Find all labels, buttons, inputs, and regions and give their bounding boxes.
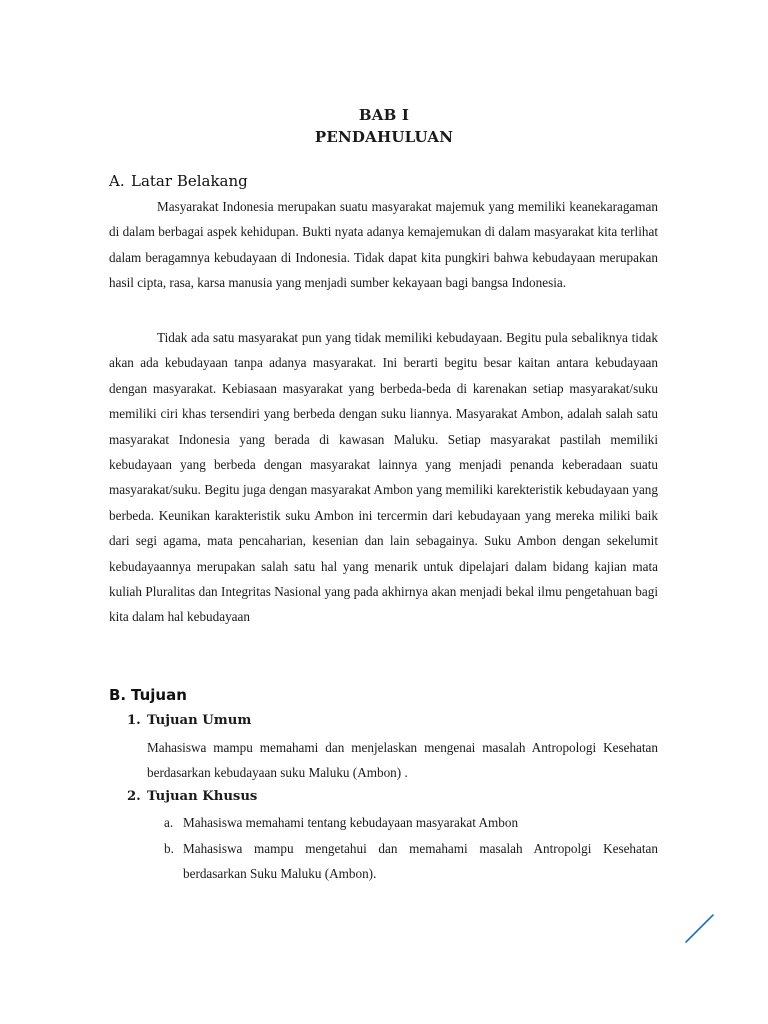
section-heading-latar-belakang [109,172,248,190]
section-heading-tujuan [109,686,187,704]
paragraph-1: Masyarakat Indonesia merupakan suatu masyarakat majemuk yang memiliki keanekaragaman di dalam berbagai aspek kehidupan. Bukti nyata adanya kemajemukan di dalam masyarakat kita terlihat dalam beragamnya kebudayaan di Indonesia. Tidak dapat kita pungkiri bahwa kebudayaan merupakan hasil cipta, rasa, karsa manusia yang menjadi sumber kekayaan bagi bangsa Indonesia. [109,199,658,291]
list-item-text: Mahasiswa mampu mengetahui dan memahami masalah Antropolgi Kesehatan berdasarkan Suku Maluku (Ambon). [183,841,658,882]
paragraph-2: Tidak ada satu masyarakat pun yang tidak memiliki kebudayaan. Begitu pula sebaliknya tidak akan ada kebudayaan tanpa adanya masyarakat. Ini berarti begitu besar kaitan antara kebudayaan dengan masyarakat. Kebiasaan masyarakat yang berbeda-beda di karenakan setiap masyarakat/suku memiliki ciri khas tersendiri yang berbeda dengan suku liannya. Masyarakat Ambon, adalah salah satu masyarakat Indonesia yang berada di kawasan Maluku. Setiap masyarakat pastilah memiliki kebudayaan yang berbeda dengan masyarakat lainnya yang menjadi penanda keberadaan suatu masyarakat/suku. Begitu juga dengan masyarakat Ambon yang memiliki karekteristik kebudayaan yang berbeda. Keunikan karakteristik suku Ambon ini tercermin dari kebudayaan yang mereka miliki baik dari segi agama, mata pencaharian, kesenian dan lain sebagainya. Suku Ambon dengan sekelumit kebudayaannya merupakan salah satu hal yang menarik untuk dipelajari dalam bidang kajian mata kuliah Pluralitas dan Integritas Nasional yang pada akhirnya akan menjadi bekal ilmu pengetahuan bagi kita dalam hal kebudayaan [109,330,658,625]
section-letter: B. [109,686,127,704]
page-curl-mark-icon [684,913,716,945]
subsection-title: Tujuan Umum [147,713,252,728]
list-item [164,836,658,887]
subsection-number: 1. [127,713,141,728]
subsection-tujuan-umum [127,713,251,728]
subsection-title: Tujuan Khusus [147,789,258,804]
section-title: Tujuan [131,686,187,704]
subsection-tujuan-khusus [127,789,257,804]
chapter-title: PENDAHULUAN [314,128,454,146]
subsection-body: Mahasiswa mampu memahami dan menjelaskan mengenai masalah Antropologi Kesehatan berdasarkan kebudayaan suku Maluku (Ambon) . [147,740,658,781]
list-marker: a. [164,815,174,830]
chapter-number: BAB I [358,106,410,124]
subsection-number: 2. [127,789,141,804]
section-title: Latar Belakang [131,172,248,190]
list-item-text: Mahasiswa memahami tentang kebudayaan masyarakat Ambon [183,815,519,830]
list-marker: b. [164,841,174,856]
section-letter: A. [109,172,125,190]
list-item [164,810,658,835]
